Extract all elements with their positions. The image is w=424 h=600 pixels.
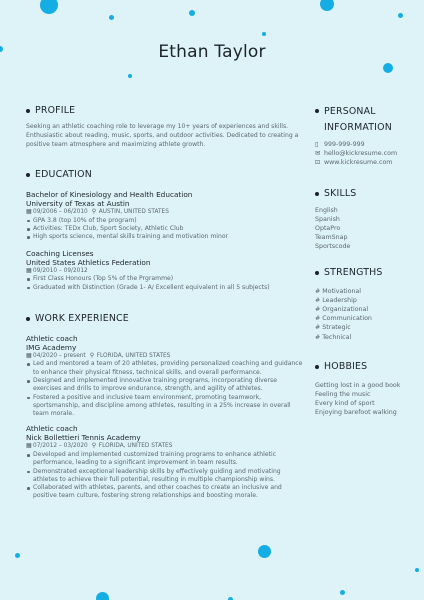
calendar-icon: ▦ <box>26 208 32 216</box>
list-item: Collaborated with athletes, parents, and other coaches to create an inclusive and positive team culture, fostering strong relationships and boosting morale. <box>26 484 306 501</box>
list-item: Designed and implemented innovative training programs, incorporating diverse exercises and drills to improve endurance, strength, and agility of athletes. <box>26 377 306 394</box>
calendar-icon: ▦ <box>26 351 32 359</box>
hobbies-list <box>315 381 415 418</box>
profile-heading: PROFILE <box>26 104 306 117</box>
list-item: # Motivational <box>315 287 362 295</box>
location-pin-icon: ⚲ <box>89 351 95 359</box>
website-icon: ⊡ <box>315 159 321 167</box>
job-role: Athletic coach <box>26 333 78 343</box>
list-item: Every kind of sport <box>315 400 375 408</box>
list-item: Fostered a positive and inclusive team environment, promoting teamwork, sportsmanship, and discipline among athletes, resulting in a 25% increase in overall team morale. <box>26 394 306 419</box>
education-heading: EDUCATION <box>26 168 306 181</box>
contact-website <box>315 158 415 167</box>
decor-dot <box>320 0 334 11</box>
list-item: Activities: TEDx Club, Sport Society, Athletic Club <box>26 225 306 233</box>
list-item: GPA 3.8 (top 10% of the program) <box>26 217 306 225</box>
list-item: Getting lost in a good book <box>315 381 401 389</box>
entry-location: AUSTIN, UNITED STATES <box>98 209 169 216</box>
decor-dot <box>40 0 58 14</box>
entry-dates: 07/2012 – 03/2020 <box>33 443 88 450</box>
hobbies-heading: HOBBIES <box>315 360 415 373</box>
list-item: # Strategic <box>315 324 351 332</box>
entry-dates: 04/2020 – present <box>33 352 86 359</box>
skills-heading: SKILLS <box>315 187 415 200</box>
list-item: Developed and implemented customized training programs to enhance athletic performance, leading to a significant improvement in team results. <box>26 451 306 468</box>
decor-dot <box>383 63 393 73</box>
list-item: Feeling the music <box>315 391 371 399</box>
decor-dot <box>415 568 419 572</box>
decor-dot <box>189 10 195 16</box>
job-role: Athletic coach <box>26 424 78 434</box>
decor-dot <box>128 74 132 78</box>
decor-dot <box>96 592 109 600</box>
list-item: Spanish <box>315 215 340 223</box>
company-name: IMG Academy <box>26 342 77 352</box>
right-column <box>315 104 415 418</box>
location-pin-icon: ⚲ <box>91 208 97 216</box>
entry-meta <box>26 352 306 360</box>
entry-bullets <box>26 360 306 418</box>
decor-dot <box>258 545 271 558</box>
work-section <box>26 312 306 501</box>
list-item: English <box>315 206 338 214</box>
candidate-name: Ethan Taylor <box>158 42 266 62</box>
list-item: Sportscode <box>315 243 351 251</box>
work-entry <box>26 424 306 500</box>
personal-heading-line2: INFORMATION <box>324 122 392 133</box>
entry-meta <box>26 208 306 216</box>
email-icon: ✉ <box>315 150 321 158</box>
profile-text: Seeking an athletic coaching role to leverage my 10+ years of experiences and skills. Enthusiastic about reading, music, sports, and outdoor activities. Dedicated to creating a positive team atmosphere and maximizing athlete growth. <box>26 123 299 148</box>
list-item: First Class Honours (Top 5% of the Prgramme) <box>26 275 306 283</box>
list-item: Led and mentored a team of 20 athletes, providing personalized coaching and guidance to enhance their physical fitness, technical skills, and overall performance. <box>26 360 306 377</box>
education-entry <box>26 190 306 241</box>
list-item: OptaPro <box>315 225 341 233</box>
strengths-list <box>315 287 415 342</box>
list-item: # Communication <box>315 315 372 323</box>
decor-dot <box>262 32 266 36</box>
list-item: # Organizational <box>315 306 369 314</box>
list-item: Enjoying barefoot walking <box>315 409 397 417</box>
work-heading: WORK EXPERIENCE <box>26 312 306 325</box>
entry-location: FLORIDA, UNITED STATES <box>98 443 173 450</box>
calendar-icon: ▦ <box>26 442 32 450</box>
entry-dates: 09/2006 – 06/2010 <box>33 209 88 216</box>
profile-section <box>26 104 306 149</box>
entry-dates: 09/2010 – 09/2012 <box>33 267 88 274</box>
list-item: TeamSnap <box>315 234 348 242</box>
entry-meta <box>26 442 306 450</box>
website-link[interactable]: www.kickresume.com <box>324 159 393 167</box>
left-column <box>26 104 306 501</box>
degree-title: Coaching Licenses <box>26 248 94 258</box>
entry-bullets <box>26 217 306 242</box>
list-item: Demonstrated exceptional leadership skills by effectively guiding and motivating athletes to achieve their full potential, resulting in multiple championship wins. <box>26 468 306 485</box>
work-entry <box>26 334 306 419</box>
personal-info-heading <box>315 104 415 136</box>
skills-list <box>315 206 415 252</box>
skills-section <box>315 187 415 252</box>
decor-dot <box>398 13 403 18</box>
entry-bullets <box>26 275 306 292</box>
contact-phone <box>315 140 415 149</box>
location-pin-icon: ⚲ <box>91 442 97 450</box>
entry-bullets <box>26 451 306 501</box>
entry-location: FLORIDA, UNITED STATES <box>96 352 171 359</box>
education-entry <box>26 249 306 292</box>
school-name: United States Athletics Federation <box>26 257 151 267</box>
entry-meta <box>26 267 306 275</box>
list-item: Graduated with Distinction (Grade 1- A/ Excellent equivalent in all 5 subjects) <box>26 284 306 292</box>
contact-email <box>315 149 415 158</box>
strengths-section <box>315 266 415 342</box>
decor-dot <box>15 553 20 558</box>
contact-list <box>315 140 415 168</box>
hobbies-section <box>315 360 415 418</box>
decor-dot <box>109 15 114 20</box>
list-item: High sports science, mental skills training and motivation minor <box>26 233 306 241</box>
decor-dot <box>340 590 345 595</box>
degree-title: Bachelor of Kinesiology and Health Education <box>26 190 193 200</box>
school-name: University of Texas at Austin <box>26 199 130 209</box>
strengths-heading: STRENGTHS <box>315 266 415 279</box>
personal-heading-line1: PERSONAL <box>324 106 376 117</box>
phone-number[interactable]: 999-999-999 <box>324 141 365 148</box>
list-item: # Leadership <box>315 296 357 304</box>
company-name: Nick Bollettieri Tennis Academy <box>26 433 141 443</box>
phone-icon: ▯ <box>315 141 319 148</box>
education-section <box>26 168 306 291</box>
calendar-icon: ▦ <box>26 266 32 274</box>
email-address[interactable]: hello@kickresume.com <box>324 150 398 158</box>
list-item: # Technical <box>315 333 352 341</box>
personal-info-section <box>315 104 415 168</box>
